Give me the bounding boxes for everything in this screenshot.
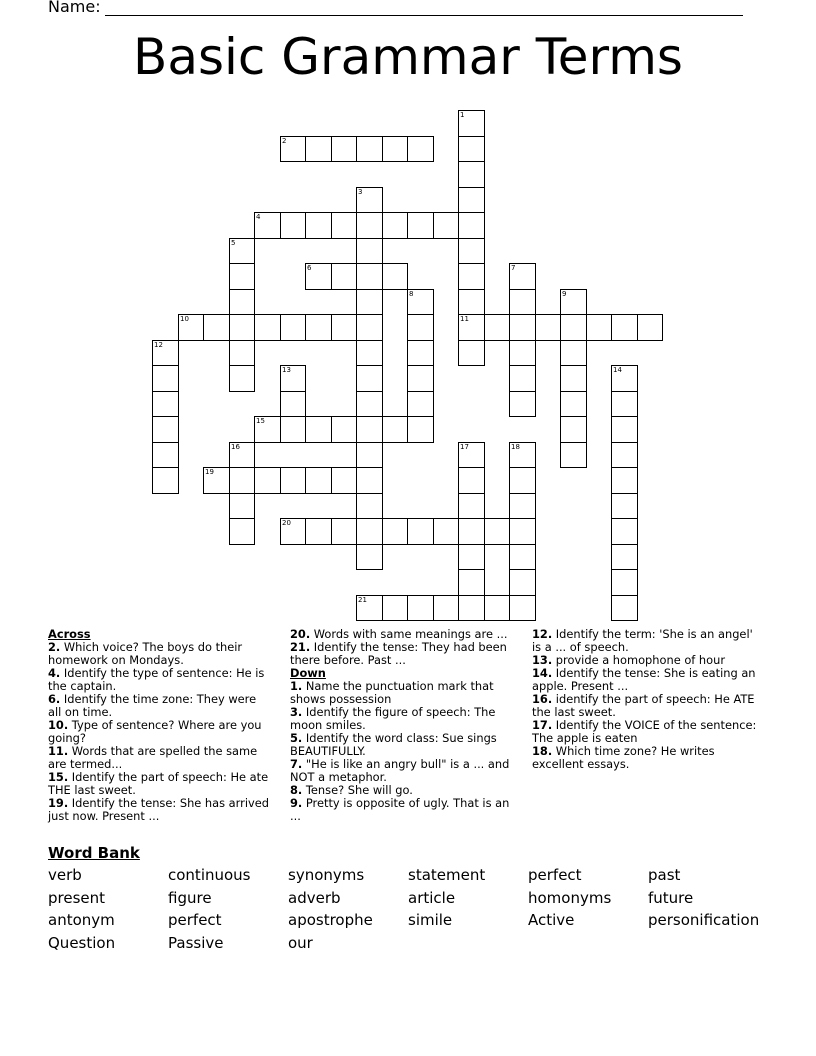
clue-item [532, 628, 762, 654]
word-bank-item: simile [408, 911, 453, 930]
clue-item-number: 10. [48, 718, 69, 732]
grid-cell[interactable] [611, 442, 638, 468]
clue-number: 10 [180, 315, 189, 323]
grid-cell[interactable] [280, 314, 306, 341]
grid-cell[interactable] [152, 340, 179, 366]
clue-item-text: Name the punctuation mark that shows possession [290, 679, 494, 706]
clue-item-number: 12. [532, 627, 553, 641]
grid-cell[interactable] [458, 595, 485, 621]
grid-cell[interactable] [407, 340, 434, 366]
clue-number: 8 [409, 290, 414, 298]
grid-cell[interactable] [509, 289, 536, 315]
word-bank-item: personification [648, 911, 760, 930]
grid-cell[interactable] [331, 136, 357, 162]
clue-number: 12 [154, 341, 163, 349]
clue-item-number: 13. [532, 653, 553, 667]
grid-cell[interactable] [509, 467, 536, 494]
grid-cell[interactable] [458, 493, 485, 519]
grid-cell[interactable] [382, 416, 408, 443]
grid-cell[interactable] [356, 314, 383, 341]
clue-item-number: 9. [290, 796, 303, 810]
grid-cell[interactable] [611, 493, 638, 519]
grid-cell[interactable] [356, 340, 383, 366]
clue-item [48, 641, 273, 667]
grid-cell[interactable] [229, 340, 255, 366]
clue-item-number: 3. [290, 705, 303, 719]
clue-number: 9 [562, 290, 567, 298]
grid-cell[interactable] [560, 314, 587, 341]
grid-cell[interactable] [509, 442, 536, 468]
word-bank-item: statement [408, 866, 486, 884]
grid-cell[interactable] [229, 314, 255, 341]
grid-cell[interactable] [152, 467, 179, 494]
grid-cell[interactable] [203, 467, 230, 494]
grid-cell[interactable] [280, 391, 306, 417]
clue-item-number: 15. [48, 770, 69, 784]
grid-cell[interactable] [611, 314, 638, 341]
grid-cell[interactable] [458, 467, 485, 494]
grid-cell[interactable] [203, 314, 230, 341]
grid-cell[interactable] [611, 544, 638, 570]
grid-cell[interactable] [509, 518, 536, 545]
clue-item-text: provide a homophone of hour [552, 653, 726, 667]
grid-cell[interactable] [433, 595, 459, 621]
grid-cell[interactable] [535, 314, 561, 341]
grid-cell[interactable] [229, 263, 255, 290]
grid-cell[interactable] [382, 595, 408, 621]
word-bank-item: verb [48, 866, 82, 884]
grid-cell[interactable] [152, 442, 179, 468]
clue-number: 15 [256, 417, 265, 425]
grid-cell[interactable] [356, 467, 383, 494]
grid-cell[interactable] [356, 391, 383, 417]
grid-cell[interactable] [152, 365, 179, 392]
clue-number: 6 [307, 264, 312, 272]
grid-cell[interactable] [152, 416, 179, 443]
grid-cell[interactable] [356, 416, 383, 443]
grid-cell[interactable] [229, 467, 255, 494]
clue-number: 5 [231, 239, 236, 247]
clue-item-number: 8. [290, 783, 303, 797]
grid-cell[interactable] [458, 314, 485, 341]
clue-number: 17 [460, 443, 469, 451]
grid-cell[interactable] [305, 263, 332, 290]
grid-cell[interactable] [280, 136, 306, 162]
grid-cell[interactable] [356, 595, 383, 621]
clue-item-text: Identify the tense: They had been there before. Past ... [290, 640, 507, 667]
clue-number: 18 [511, 443, 520, 451]
grid-cell[interactable] [611, 518, 638, 545]
clue-item-number: 2. [48, 640, 61, 654]
grid-cell[interactable] [305, 136, 332, 162]
word-bank-item: antonym [48, 911, 115, 930]
clue-item-text: Identify the figure of speech: The moon smiles. [290, 705, 496, 732]
clue-item-text: Tense? She will go. [302, 783, 413, 797]
clue-number: 3 [358, 188, 363, 196]
clue-item [532, 719, 762, 745]
grid-cell[interactable] [458, 442, 485, 468]
grid-cell[interactable] [382, 518, 408, 545]
grid-cell[interactable] [509, 263, 536, 290]
grid-cell[interactable] [280, 365, 306, 392]
word-bank-item: Active [528, 911, 575, 930]
clue-item [290, 641, 515, 667]
grid-cell[interactable] [458, 289, 485, 315]
down-heading: Down [290, 666, 326, 680]
grid-cell[interactable] [382, 263, 408, 290]
grid-cell[interactable] [280, 212, 306, 239]
grid-cell[interactable] [305, 467, 332, 494]
grid-cell[interactable] [560, 340, 587, 366]
clue-number: 13 [282, 366, 291, 374]
grid-cell[interactable] [331, 467, 357, 494]
grid-cell[interactable] [458, 187, 485, 213]
clues-column-1 [48, 628, 273, 823]
grid-cell[interactable] [637, 314, 663, 341]
grid-cell[interactable] [407, 136, 434, 162]
word-bank-item: synonyms [288, 866, 365, 884]
grid-cell[interactable] [560, 365, 587, 392]
clue-item [48, 693, 273, 719]
clue-item [290, 680, 515, 706]
grid-cell[interactable] [458, 136, 485, 162]
grid-cell[interactable] [484, 518, 510, 545]
grid-cell[interactable] [484, 595, 510, 621]
clue-item-text: Words that are spelled the same are termed... [48, 744, 258, 771]
clue-item-text: identify the part of speech: He ATE the last sweet. [532, 692, 755, 719]
grid-cell[interactable] [356, 238, 383, 264]
grid-cell[interactable] [458, 518, 485, 545]
grid-cell[interactable] [458, 569, 485, 596]
clue-item [48, 745, 273, 771]
clue-item [290, 758, 515, 784]
grid-cell[interactable] [254, 212, 281, 239]
grid-cell[interactable] [433, 518, 459, 545]
clue-item-number: 1. [290, 679, 303, 693]
word-bank-item: adverb [288, 888, 341, 907]
clue-item-text: "He is like an angry bull" is a ... and NOT a metaphor. [290, 757, 510, 784]
grid-cell[interactable] [382, 212, 408, 239]
grid-cell[interactable] [356, 493, 383, 519]
grid-cell[interactable] [356, 518, 383, 545]
grid-cell[interactable] [356, 289, 383, 315]
grid-cell[interactable] [458, 238, 485, 264]
clues-column-2 [290, 628, 515, 823]
clue-item-number: 16. [532, 692, 553, 706]
word-bank-item: perfect [528, 866, 582, 884]
grid-cell[interactable] [560, 442, 587, 468]
grid-cell[interactable] [254, 314, 281, 341]
grid-cell[interactable] [331, 416, 357, 443]
word-bank-item: future [648, 888, 694, 907]
grid-cell[interactable] [331, 263, 357, 290]
grid-cell[interactable] [331, 314, 357, 341]
clue-item-text: Identify the time zone: They were all on time. [48, 692, 257, 719]
clue-item-text: Identify the type of sentence: He is the captain. [48, 666, 265, 693]
grid-cell[interactable] [331, 518, 357, 545]
grid-cell[interactable] [356, 136, 383, 162]
grid-cell[interactable] [458, 544, 485, 570]
grid-cell[interactable] [509, 391, 536, 417]
grid-cell[interactable] [356, 263, 383, 290]
clue-item-text: Which voice? The boys do their homework on Mondays. [48, 640, 243, 667]
clue-number: 14 [613, 366, 622, 374]
clue-item [290, 706, 515, 732]
clue-item-text: Identify the tense: She has arrived just now. Present ... [48, 796, 269, 823]
grid-cell[interactable] [611, 595, 638, 621]
grid-cell[interactable] [356, 365, 383, 392]
clue-item-text: Identify the tense: She is eating an apple. Present ... [532, 666, 756, 693]
grid-cell[interactable] [331, 212, 357, 239]
clue-item [290, 732, 515, 758]
page-title: Basic Grammar Terms [133, 28, 683, 86]
grid-cell[interactable] [484, 314, 510, 341]
clue-item-number: 18. [532, 744, 553, 758]
grid-cell[interactable] [509, 595, 536, 621]
grid-cell[interactable] [229, 493, 255, 519]
grid-cell[interactable] [433, 212, 459, 239]
across-heading: Across [48, 627, 91, 641]
clue-item [290, 797, 515, 823]
clue-item [48, 771, 273, 797]
clue-number: 4 [256, 213, 261, 221]
clue-number: 11 [460, 315, 469, 323]
grid-cell[interactable] [407, 391, 434, 417]
clue-number: 20 [282, 519, 291, 527]
grid-cell[interactable] [509, 340, 536, 366]
clue-item-text: Identify the part of speech: He ate THE last sweet. [48, 770, 269, 797]
grid-cell[interactable] [280, 467, 306, 494]
grid-cell[interactable] [407, 595, 434, 621]
grid-cell[interactable] [356, 442, 383, 468]
clue-item [48, 667, 273, 693]
grid-cell[interactable] [611, 569, 638, 596]
clue-item-number: 14. [532, 666, 553, 680]
clue-item-number: 20. [290, 627, 311, 641]
grid-cell[interactable] [178, 314, 204, 341]
word-bank-item: continuous [168, 866, 251, 884]
grid-cell[interactable] [407, 518, 434, 545]
grid-cell[interactable] [611, 416, 638, 443]
clue-item-number: 7. [290, 757, 303, 771]
word-bank-title: Word Bank [48, 844, 140, 862]
grid-cell[interactable] [229, 518, 255, 545]
clue-item [532, 693, 762, 719]
clue-number: 1 [460, 111, 465, 119]
grid-cell[interactable] [611, 391, 638, 417]
clue-number: 2 [282, 137, 287, 145]
word-bank-item: perfect [168, 911, 222, 930]
grid-cell[interactable] [305, 314, 332, 341]
grid-cell[interactable] [509, 314, 536, 341]
grid-cell[interactable] [305, 212, 332, 239]
grid-cell[interactable] [356, 187, 383, 213]
clue-item [532, 667, 762, 693]
word-bank-item: our [288, 934, 313, 953]
clue-number: 7 [511, 264, 516, 272]
clue-item-text: Identify the VOICE of the sentence: The apple is eaten [532, 718, 757, 745]
grid-cell[interactable] [229, 238, 255, 264]
grid-cell[interactable] [611, 467, 638, 494]
grid-cell[interactable] [305, 416, 332, 443]
word-bank-item: Question [48, 934, 116, 953]
grid-cell[interactable] [305, 518, 332, 545]
grid-cell[interactable] [229, 289, 255, 315]
grid-cell[interactable] [509, 569, 536, 596]
clue-item-text: Which time zone? He writes excellent essays. [532, 744, 715, 771]
clue-item-number: 6. [48, 692, 61, 706]
clue-item-text: Pretty is opposite of ugly. That is an ... [290, 796, 510, 823]
grid-cell[interactable] [611, 365, 638, 392]
name-label: Name: [48, 0, 101, 16]
grid-cell[interactable] [458, 263, 485, 290]
word-bank-item: apostrophe [288, 911, 373, 930]
grid-cell[interactable] [254, 467, 281, 494]
grid-cell[interactable] [229, 442, 255, 468]
grid-cell[interactable] [407, 314, 434, 341]
grid-cell[interactable] [356, 212, 383, 239]
clue-item-number: 17. [532, 718, 553, 732]
clue-item-number: 11. [48, 744, 69, 758]
grid-cell[interactable] [458, 110, 485, 137]
clue-number: 16 [231, 443, 240, 451]
grid-cell[interactable] [407, 289, 434, 315]
clue-item-number: 4. [48, 666, 61, 680]
grid-cell[interactable] [509, 493, 536, 519]
clue-item-text: Identify the word class: Sue sings BEAUTIFULLY. [290, 731, 497, 758]
word-bank-item: homonyms [528, 888, 612, 907]
grid-cell[interactable] [560, 289, 587, 315]
grid-cell[interactable] [586, 314, 612, 341]
grid-cell[interactable] [407, 365, 434, 392]
grid-cell[interactable] [254, 416, 281, 443]
grid-cell[interactable] [229, 365, 255, 392]
grid-cell[interactable] [280, 518, 306, 545]
clues-column-3 [532, 628, 762, 771]
clue-number: 21 [358, 596, 367, 604]
clue-item [532, 745, 762, 771]
grid-cell[interactable] [382, 136, 408, 162]
grid-cell[interactable] [560, 391, 587, 417]
grid-cell[interactable] [280, 416, 306, 443]
grid-cell[interactable] [560, 416, 587, 443]
grid-cell[interactable] [458, 212, 485, 239]
word-bank-item: Passive [168, 934, 224, 953]
grid-cell[interactable] [509, 544, 536, 570]
word-bank-item: figure [168, 888, 212, 907]
grid-cell[interactable] [356, 544, 383, 570]
clue-item-text: Identify the term: 'She is an angel' is a ... of speech. [532, 627, 753, 654]
clue-item-text: Type of sentence? Where are you going? [48, 718, 262, 745]
grid-cell[interactable] [407, 416, 434, 443]
clue-item-number: 21. [290, 640, 311, 654]
clue-item-number: 19. [48, 796, 69, 810]
grid-cell[interactable] [407, 212, 434, 239]
grid-cell[interactable] [152, 391, 179, 417]
clue-number: 19 [205, 468, 214, 476]
grid-cell[interactable] [458, 161, 485, 188]
word-bank-item: present [48, 888, 106, 907]
clue-item [48, 719, 273, 745]
clue-item-text: Words with same meanings are ... [310, 627, 508, 641]
clue-item-number: 5. [290, 731, 303, 745]
grid-cell[interactable] [458, 340, 485, 366]
word-bank-item: past [648, 866, 681, 884]
grid-cell[interactable] [509, 365, 536, 392]
clue-item [48, 797, 273, 823]
word-bank-item: article [408, 888, 456, 907]
